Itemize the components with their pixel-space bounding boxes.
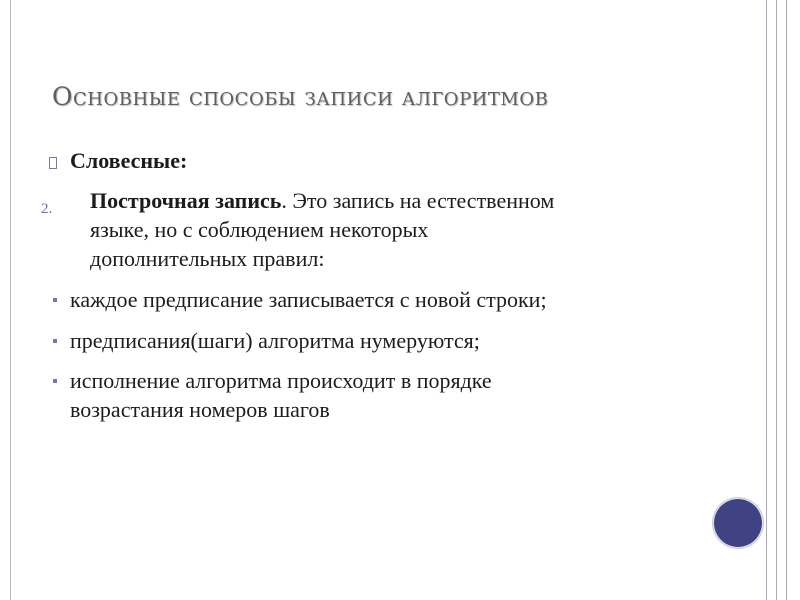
numbered-item-line-2: языке, но с соблюдением некоторых [90,217,429,242]
bullet-item-3-line-1: исполнение алгоритма происходит в порядке [70,368,492,393]
bullet-item-1: каждое предписание записывается с новой строки; [70,287,547,312]
left-border-line [10,0,11,600]
checkbox-bullet-icon [49,157,57,169]
right-border-line [766,0,767,600]
bullet-item-3-line-2: возрастания номеров шагов [70,397,330,422]
right-border-line [776,0,777,600]
right-border-line [786,0,787,600]
square-bullet-icon [53,339,57,343]
list-number: 2. [41,201,53,217]
numbered-item-bold: Построчная запись [90,188,282,213]
numbered-item-line-1 [90,186,554,215]
decorative-circle [714,499,762,547]
heading-item: Словесные: [70,148,188,173]
numbered-item-line-3: дополнительных правил: [90,246,325,271]
slide-title: Основные способы записи алгоритмов [52,82,549,111]
numbered-item-rest: . Это запись на естественном [281,188,555,213]
square-bullet-icon [53,298,57,302]
bullet-item-2: предписания(шаги) алгоритма нумеруются; [70,328,480,353]
square-bullet-icon [53,379,57,383]
